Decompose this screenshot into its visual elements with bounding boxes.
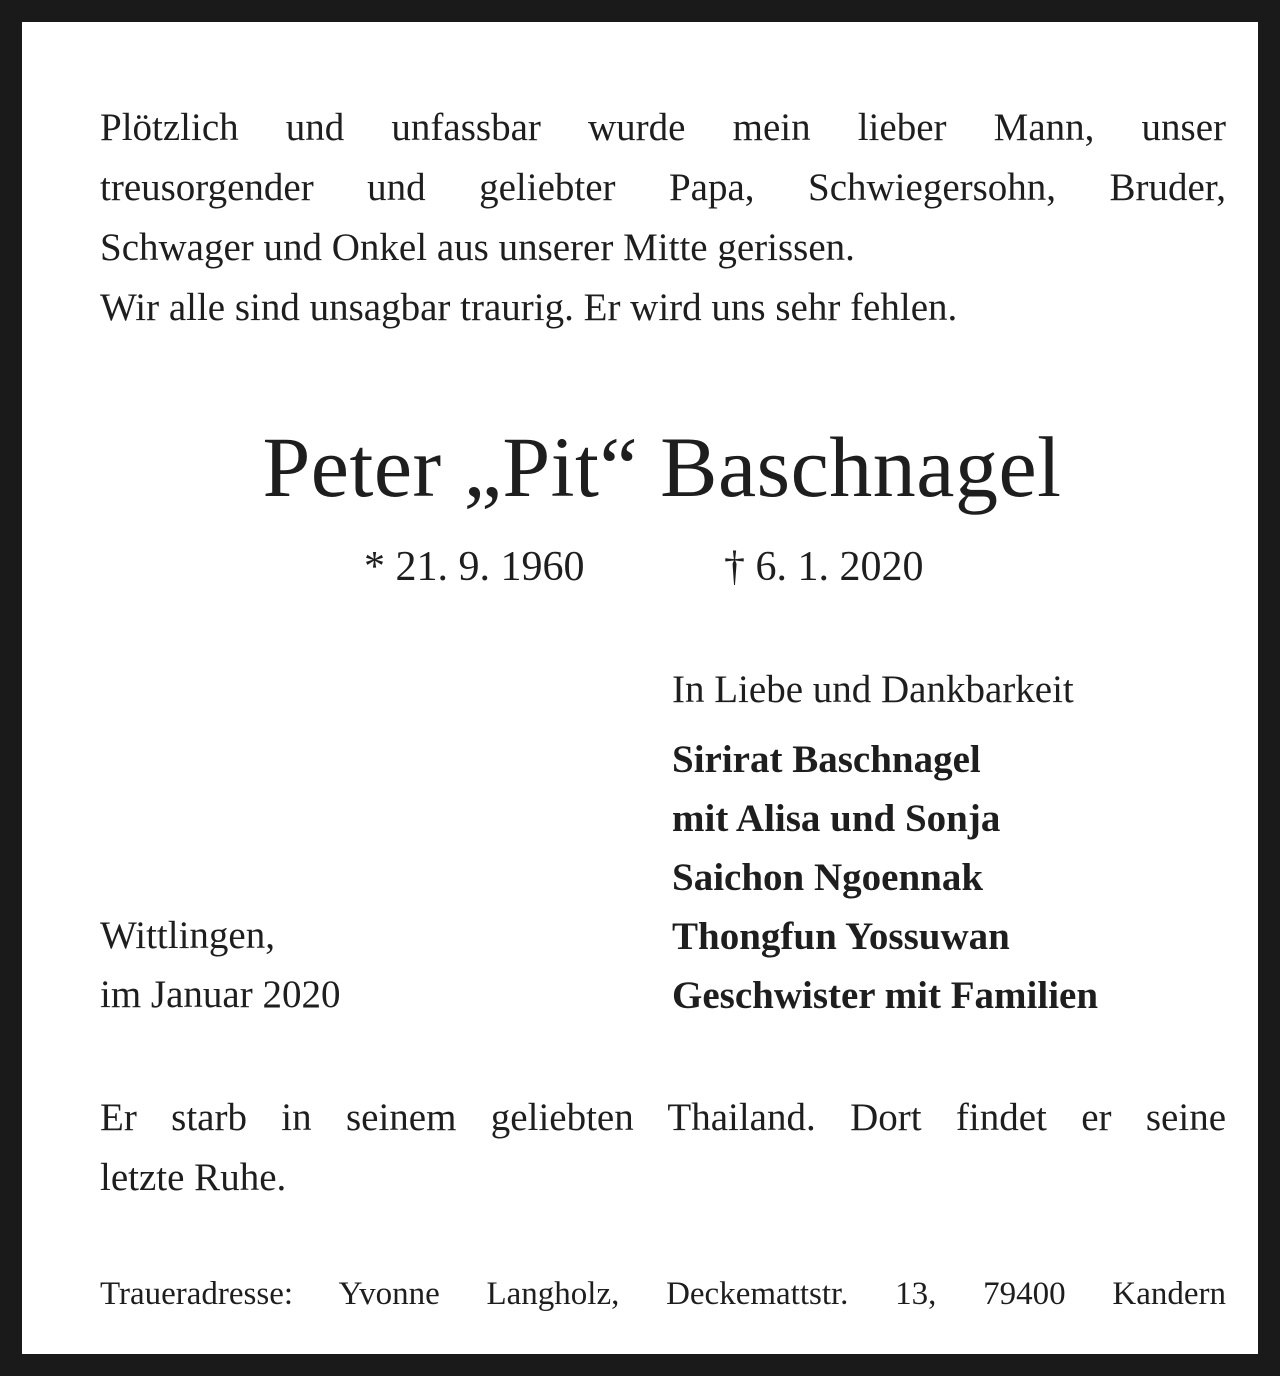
death-date: † 6. 1. 2020	[724, 544, 924, 590]
mourner-name: Sirirat Baschnagel	[672, 738, 981, 781]
mourner-name: Geschwister mit Familien	[672, 974, 1099, 1017]
place: Wittlingen,	[100, 914, 275, 957]
intro-text	[100, 98, 1226, 338]
birth-date: * 21. 9. 1960	[364, 544, 585, 590]
mourner-name: Thongfun Yossuwan	[672, 915, 1010, 958]
place-and-date	[100, 906, 340, 1024]
date: im Januar 2020	[100, 973, 341, 1016]
note-line: Er starb in seinem geliebten Thailand. Dort findet er seine	[100, 1096, 1226, 1139]
mourner-name: mit Alisa und Sonja	[672, 797, 1001, 840]
dedication-text: In Liebe und Dankbarkeit	[672, 668, 1074, 711]
mourners-list	[672, 730, 1098, 1025]
intro-line: Schwager und Onkel aus unserer Mitte gerissen.	[100, 226, 855, 269]
note-line: letzte Ruhe.	[100, 1156, 287, 1199]
intro-line: treusorgender und geliebter Papa, Schwiegersohn, Bruder,	[100, 166, 1226, 209]
deceased-name: Peter „Pit“ Baschnagel	[262, 419, 1062, 515]
mourner-name: Saichon Ngoennak	[672, 856, 984, 899]
mourning-address: Traueradresse: Yvonne Langholz, Deckemattstr. 13, 79400 Kandern	[100, 1276, 1226, 1312]
burial-note	[100, 1088, 1226, 1208]
intro-line: Plötzlich und unfassbar wurde mein lieber Mann, unser	[100, 106, 1226, 149]
intro-line: Wir alle sind unsagbar traurig. Er wird uns sehr fehlen.	[100, 286, 958, 329]
